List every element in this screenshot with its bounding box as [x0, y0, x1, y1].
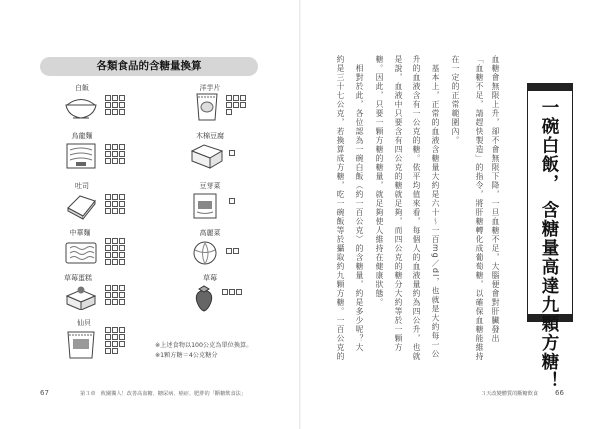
sugar-cube-icon [105, 102, 111, 108]
body-column-9: 約是三十七公克，若換算成方糖，吃一碗飯等於攝取約九顆方糖。一百公克的 [336, 55, 345, 361]
headline-bar-top [528, 84, 572, 91]
sugar-cube-icon [105, 334, 111, 340]
food-label: 中華麵 [69, 229, 91, 237]
food-label: 仙貝 [77, 319, 91, 327]
rice-cracker-bag-icon [64, 330, 98, 360]
sugar-cube-group-udon [105, 144, 125, 164]
sugar-cube-group-bean-sprouts [229, 198, 249, 204]
body-column-4: 基本上，正常的血液含糖量大約是六十～一百mg／dl，也就是大約每一公 [431, 64, 440, 359]
food-item-strawberry [190, 273, 270, 283]
food-item-chinese-noodles [60, 228, 140, 238]
headline-line-2: 含糖量高達九顆方糖！ [539, 200, 559, 391]
sugar-cube-icon [105, 194, 111, 200]
food-label: 草莓 [203, 274, 217, 282]
page-number-left: 67 [40, 389, 49, 397]
sugar-cube-icon [119, 158, 125, 164]
food-label: 豆芽菜 [199, 182, 221, 190]
udon-bowl-icon [64, 142, 98, 170]
food-item-strawberry-cake [58, 273, 138, 283]
sugar-cube-icon [112, 208, 118, 214]
noodle-pack-icon [64, 240, 98, 266]
sugar-cube-icon [112, 144, 118, 150]
sugar-cube-icon [112, 341, 118, 347]
sugar-cube-icon [233, 248, 239, 254]
sugar-cube-icon [119, 95, 125, 101]
sugar-cube-icon [105, 144, 111, 150]
sugar-cube-icon [112, 109, 118, 115]
sugar-cube-icon [112, 194, 118, 200]
sugar-cube-icon [112, 327, 118, 333]
sugar-cube-group-chinese-noodles [105, 238, 125, 265]
sugar-cube-group-chips [226, 95, 246, 115]
body-column-1: 血糖會無限上升，卻不會無限下降，一旦血糖不足，大腦便會對肝臟發出 [491, 55, 500, 343]
sugar-cube-icon [112, 151, 118, 157]
sugar-cube-icon [105, 238, 111, 244]
sugar-cube-icon [119, 102, 125, 108]
sugar-cube-group-toast [105, 194, 125, 214]
strawberry-cake-icon [63, 284, 99, 310]
headline-line-1: 一碗白飯， [539, 98, 559, 193]
sugar-cube-icon [112, 259, 118, 265]
sugar-cube-icon [105, 259, 111, 265]
food-item-rice-cracker [64, 318, 144, 328]
page-number-right: 66 [555, 389, 564, 397]
sugar-cube-icon [229, 150, 235, 156]
sugar-cube-icon [112, 348, 118, 354]
sugar-cube-icon [105, 208, 111, 214]
sugar-cube-icon [119, 285, 125, 291]
food-label: 木棉豆腐 [196, 132, 224, 140]
sugar-cube-icon [119, 245, 125, 251]
sugar-cube-icon [112, 292, 118, 298]
sugar-cube-icon [112, 95, 118, 101]
sugar-cube-icon [240, 95, 246, 101]
body-column-3: 在一定的正常範圍內。 [451, 55, 460, 145]
sugar-cube-icon [105, 285, 111, 291]
sugar-cube-icon [112, 285, 118, 291]
sugar-cube-icon [105, 348, 111, 354]
strawberry-icon [193, 284, 215, 312]
sugar-cube-icon [233, 102, 239, 108]
food-item-tofu [190, 131, 270, 141]
sugar-cube-icon [233, 95, 239, 101]
sugar-cube-icon [119, 208, 125, 214]
food-item-bean-sprouts [190, 181, 270, 191]
sugar-cube-icon [105, 299, 111, 305]
food-label: 洋芋片 [199, 84, 221, 92]
sugar-cube-icon [112, 245, 118, 251]
sugar-cube-icon [112, 299, 118, 305]
body-column-6: 是說，血液中只要含有四公克的糖就足夠，而四公克的糖分大約等於一顆方 [394, 55, 403, 352]
sugar-cube-icon [119, 341, 125, 347]
food-item-rice [62, 83, 142, 93]
body-column-5: 升的血液含有一公克的糖。依平均值來看，每個人的血液量約為四公升，也就 [412, 55, 421, 361]
sugar-cube-icon [119, 194, 125, 200]
sugar-cube-group-strawberry [222, 289, 242, 295]
sugar-cube-icon [105, 109, 111, 115]
sugar-cube-icon [105, 151, 111, 157]
headline [535, 98, 563, 391]
tofu-icon [188, 143, 224, 169]
sugar-cube-icon [119, 259, 125, 265]
food-item-cabbage [190, 228, 270, 238]
sugar-cube-group-rice [105, 95, 125, 115]
sugar-cube-icon [236, 289, 242, 295]
sugar-cube-icon [119, 144, 125, 150]
food-label: 白飯 [75, 84, 89, 92]
rice-bowl-icon [64, 94, 98, 120]
sugar-cube-group-strawberry-cake [105, 285, 125, 305]
chart-title: 各類食品的含糖量換算 [40, 57, 258, 76]
food-label: 吐司 [75, 182, 89, 190]
running-head-right: ３天改變體質的斷糖飲食 [481, 391, 539, 397]
sugar-cube-icon [105, 245, 111, 251]
sugar-cube-icon [105, 252, 111, 258]
bean-sprouts-bag-icon [190, 192, 220, 220]
sugar-cube-icon [226, 95, 232, 101]
toast-icon [64, 192, 98, 220]
food-label: 草莓蛋糕 [64, 274, 92, 282]
sugar-cube-icon [226, 109, 232, 115]
sugar-cube-icon [112, 252, 118, 258]
sugar-cube-icon [240, 102, 246, 108]
food-item-toast [62, 181, 142, 191]
sugar-cube-icon [226, 248, 232, 254]
sugar-cube-icon [229, 289, 235, 295]
food-label: 烏龍麵 [71, 132, 93, 140]
sugar-cube-icon [112, 238, 118, 244]
sugar-cube-group-tofu [229, 150, 249, 156]
sugar-cube-icon [112, 334, 118, 340]
food-item-udon [62, 131, 142, 141]
sugar-cube-icon [119, 238, 125, 244]
sugar-cube-icon [119, 201, 125, 207]
sugar-cube-icon [119, 327, 125, 333]
note-unit: ※上述食物以100公克為單位換算。 [155, 342, 253, 349]
sugar-cube-icon [112, 158, 118, 164]
sugar-cube-icon [105, 327, 111, 333]
food-label: 高麗菜 [199, 229, 221, 237]
sugar-cube-icon [119, 151, 125, 157]
sugar-cube-icon [119, 292, 125, 298]
sugar-cube-icon [119, 334, 125, 340]
sugar-cube-icon [226, 102, 232, 108]
note-sugar-cube: ※1顆方糖＝4公克糖分 [155, 352, 218, 359]
sugar-cube-icon [105, 341, 111, 347]
chips-bag-icon [194, 92, 220, 122]
sugar-cube-icon [112, 102, 118, 108]
sugar-cube-icon [119, 299, 125, 305]
sugar-cube-icon [105, 158, 111, 164]
sugar-cube-icon [112, 201, 118, 207]
book-spine [299, 0, 301, 429]
sugar-cube-icon [119, 252, 125, 258]
sugar-cube-icon [229, 198, 235, 204]
sugar-cube-icon [105, 95, 111, 101]
sugar-cube-icon [105, 292, 111, 298]
body-column-7: 糖。因此，只要一顆方糖的糖量，就足夠使人維持在健康狀態。 [375, 55, 384, 307]
sugar-cube-icon [105, 201, 111, 207]
cabbage-icon [190, 240, 220, 266]
body-column-2: 「血糖不足，請趕快製造」的指令，將肝糖轉化成葡萄糖，以確保血糖能維持 [475, 55, 484, 361]
sugar-cube-group-rice-cracker [105, 327, 125, 354]
running-head-left: 第３章 攸關獨人！改善高血糖、糖尿病、癌症、肥胖的「斷糖飲食法」 [80, 391, 247, 397]
sugar-cube-icon [119, 109, 125, 115]
body-column-8: 相對於此，各位認為一碗白飯（約一百公克）的含糖量，約是多少呢？大 [355, 64, 364, 352]
sugar-cube-group-cabbage [226, 248, 246, 254]
sugar-cube-icon [222, 289, 228, 295]
